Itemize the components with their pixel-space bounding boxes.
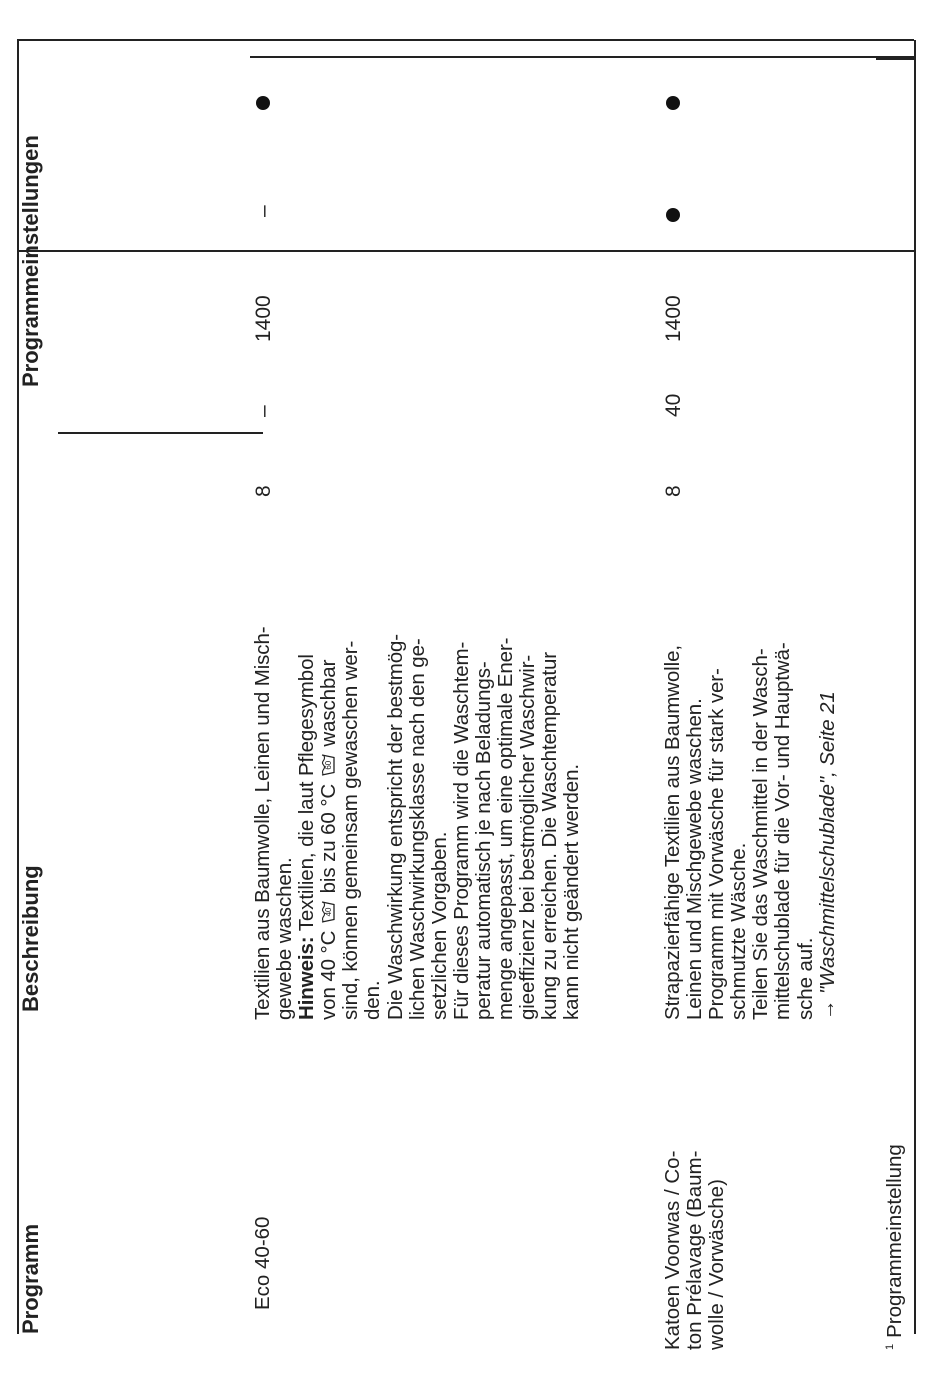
row1-desc-line: Die Waschwirkung entspricht der bestmög- bbox=[383, 633, 407, 1020]
row2-desc-line: mittelschublade für die Vor- und Hauptwä- bbox=[771, 642, 795, 1020]
row1-dot-icon bbox=[256, 96, 270, 110]
row1-desc-line: setzlichen Vorgaben. bbox=[427, 831, 451, 1020]
row2-desc-line: Leinen und Mischgewebe waschen. bbox=[683, 698, 707, 1020]
row1-desc-line: menge angepasst, um eine optimale Ener- bbox=[494, 637, 518, 1020]
header-beschreibung: Beschreibung bbox=[18, 865, 43, 1012]
row1-desc-line: kung zu erreichen. Die Waschtemperatur bbox=[538, 651, 562, 1020]
row2-load: 8 bbox=[662, 485, 685, 497]
row1-desc-line: peratur automatisch je nach Beladungs- bbox=[471, 661, 495, 1020]
row2-desc-line: Teilen Sie das Waschmittel in der Wasch- bbox=[749, 648, 773, 1020]
row2-desc-line: schmutzte Wäsche. bbox=[727, 842, 751, 1020]
header-programmeinstellungen: Programmeinstellungen bbox=[18, 135, 43, 387]
row1-desc-line: gewebe waschen. bbox=[273, 857, 297, 1020]
row1-hinweis-line1 bbox=[296, 440, 318, 1020]
row2-program bbox=[662, 1050, 728, 1350]
footnote-marker: 1 bbox=[884, 1343, 896, 1350]
row1-desc-line: gieeffizienz bei bestmöglicher Waschwir- bbox=[516, 654, 540, 1020]
row2-dot-icon-2 bbox=[666, 96, 680, 110]
row1-desc-line: sind, können gemeinsam gewaschen wer- bbox=[339, 640, 363, 1020]
footnote-text: Programmeinstellung bbox=[883, 1144, 906, 1338]
wash-tub-40-icon bbox=[320, 901, 336, 923]
row2-dot-icon bbox=[666, 208, 680, 222]
wash-tub-40-label: 40 bbox=[324, 907, 334, 917]
wash-tub-60-icon bbox=[320, 754, 336, 776]
settings-header-underline bbox=[58, 433, 263, 435]
row1-desc-line: Für dieses Programm wird die Waschtem- bbox=[449, 641, 473, 1020]
hinweis-washable: waschbar bbox=[317, 659, 341, 747]
row2-description bbox=[662, 440, 839, 1020]
row2-program-line: wolle / Vorwäsche) bbox=[705, 1179, 729, 1350]
row1-desc-line: lichen Waschwirkungsklasse nach den ge- bbox=[405, 638, 429, 1020]
reference-link[interactable]: "Waschmittelschublade", Seite 21 bbox=[815, 691, 839, 994]
row2-reference[interactable] bbox=[817, 440, 839, 1020]
hinweis-label: Hinweis: bbox=[295, 936, 319, 1020]
row2-desc-line: sche auf. bbox=[793, 937, 817, 1020]
footnote bbox=[878, 1144, 907, 1350]
header-programm: Programm bbox=[18, 1223, 43, 1334]
table-bottom-rule bbox=[914, 40, 916, 1334]
row1-load: 8 bbox=[252, 485, 275, 497]
row1-program: Eco 40-60 bbox=[251, 1216, 274, 1310]
arrow-right-icon: → bbox=[815, 994, 839, 1020]
row1-desc-line: kann nicht geändert werden. bbox=[560, 763, 584, 1020]
row1-setting4: – bbox=[252, 205, 275, 217]
row2-desc-line: Programm mit Vorwäsche für stark ver- bbox=[705, 668, 729, 1020]
row1-desc-line: den. bbox=[361, 980, 385, 1020]
row1-desc-line: Textilien aus Baumwolle, Leinen und Misch- bbox=[251, 626, 274, 1020]
footnote-rule bbox=[876, 59, 914, 61]
row1-hinweis-line2 bbox=[318, 440, 340, 1020]
row1-description bbox=[252, 440, 583, 1020]
wash-tub-60-label: 60 bbox=[324, 760, 334, 770]
row2-spin: 1400 bbox=[662, 295, 685, 342]
hinweis-temp-from: von 40 °C bbox=[317, 930, 341, 1020]
row2-program-line: ton Prélavage (Baum- bbox=[683, 1150, 707, 1350]
row2-temp: 40 bbox=[662, 393, 685, 417]
row1-temp: – bbox=[252, 405, 275, 417]
row2-desc-line: Strapazierfähige Textilien aus Baumwolle, bbox=[661, 645, 684, 1020]
row2-program-line: Katoen Voorwas / Co- bbox=[661, 1150, 684, 1350]
header-rule bbox=[17, 40, 914, 42]
hinweis-text: Textilien, die laut Pflegesymbol bbox=[295, 654, 319, 937]
row1-spin: 1400 bbox=[252, 295, 275, 342]
hinweis-temp-to: bis zu 60 °C bbox=[317, 783, 341, 894]
body-top-rule bbox=[17, 251, 914, 253]
